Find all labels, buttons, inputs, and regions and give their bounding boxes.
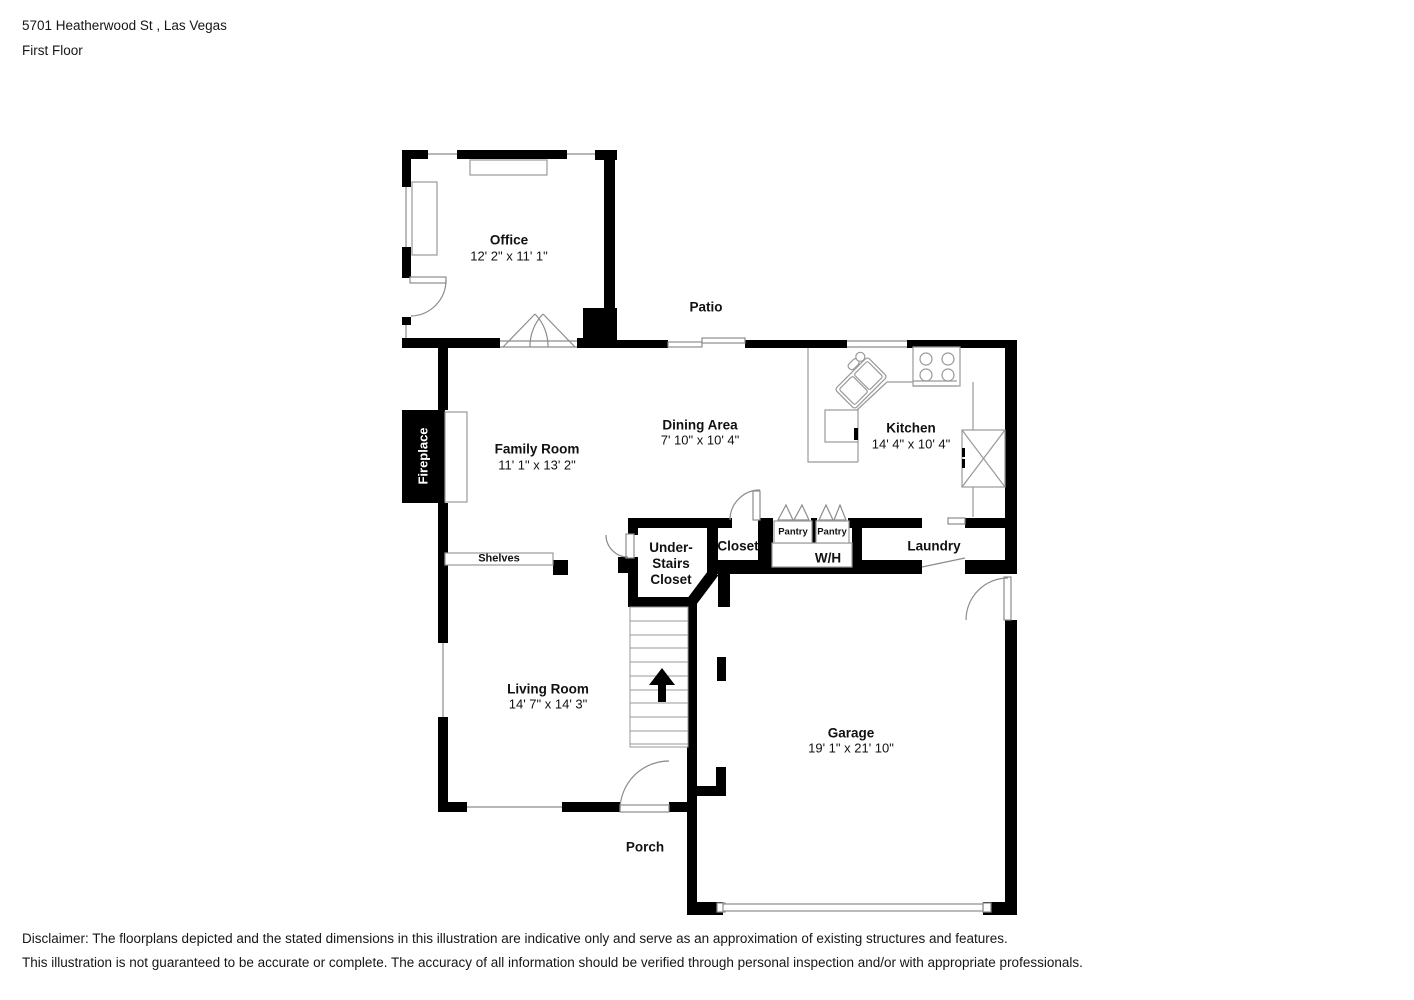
pantry-right-label: Pantry — [817, 526, 847, 538]
chimney-block — [583, 308, 617, 348]
front-door — [620, 761, 669, 812]
office-window-top-right — [567, 150, 595, 159]
laundry-entry-door — [948, 518, 965, 524]
room-dims-living-room: 14' 7" x 14' 3" — [508, 696, 588, 712]
office-window-left-small — [402, 325, 411, 338]
fireplace-hearth — [445, 412, 467, 502]
office-window-left — [402, 187, 411, 247]
room-label-dining-area: Dining Area — [662, 417, 738, 433]
staircase — [630, 607, 688, 747]
room-label-kitchen: Kitchen — [886, 420, 936, 436]
office-desk — [470, 160, 547, 175]
room-dims-family-room: 11' 1" x 13' 2" — [498, 457, 576, 473]
kitchen-window-top — [847, 340, 907, 348]
room-label-porch: Porch — [625, 839, 665, 855]
office-cabinet — [412, 182, 437, 255]
room-dims-office: 12' 2" x 11' 1" — [470, 248, 548, 264]
page-title-floor: First Floor — [22, 43, 83, 58]
under-stairs-closet-door — [606, 534, 634, 558]
room-dims-kitchen: 14' 4" x 10' 4" — [871, 436, 951, 452]
water-heater-label: W/H — [814, 550, 842, 566]
closet-label: Closet — [717, 538, 759, 554]
room-dims-garage: 19' 1" x 21' 10" — [808, 740, 894, 756]
fireplace-label: Fireplace — [415, 427, 431, 485]
refrigerator-icon — [962, 430, 1005, 487]
shelves-end-post — [553, 560, 568, 575]
living-room-window-left — [438, 643, 448, 717]
under-stairs-closet-line3: Closet — [650, 572, 692, 587]
pantry-right-bifold-doors — [819, 505, 846, 520]
page-title-address: 5701 Heatherwood St , Las Vegas — [22, 18, 227, 33]
kitchen-island — [825, 410, 858, 442]
room-label-office: Office — [489, 232, 529, 248]
under-stairs-closet-line2: Stairs — [652, 556, 690, 571]
kitchen-island-handle — [854, 428, 858, 440]
room-label-family-room: Family Room — [494, 441, 580, 457]
under-stairs-closet-line1: Under- — [649, 540, 693, 555]
office-window-top-left — [428, 150, 457, 159]
shelves-label: Shelves — [478, 552, 520, 565]
stove-icon — [913, 347, 960, 386]
closet-door — [730, 490, 760, 520]
laundry-label: Laundry — [907, 538, 961, 554]
pantry-left-label: Pantry — [778, 526, 808, 538]
room-dims-dining-area: 7' 10" x 10' 4" — [660, 432, 740, 448]
office-side-door — [402, 277, 446, 317]
sink-icon — [828, 350, 887, 409]
disclaimer-line1: Disclaimer: The floorplans depicted and the stated dimensions in this illustration are indicative only and serve as an approximation of existing structures and features. — [22, 931, 1008, 946]
laundry-garage-door — [922, 558, 965, 574]
garage-side-door — [966, 577, 1017, 620]
office-french-doors — [500, 314, 577, 348]
room-label-living-room: Living Room — [507, 681, 589, 697]
room-label-patio: Patio — [689, 299, 723, 315]
garage-door — [717, 903, 991, 912]
disclaimer-line2: This illustration is not guaranteed to be accurate or complete. The accuracy of all information should be verified through personal inspection and/or with appropriate professionals. — [22, 955, 1083, 970]
walls — [402, 150, 1017, 915]
fixtures — [412, 160, 1005, 567]
patio-sliding-door — [668, 338, 745, 347]
room-label-garage: Garage — [827, 725, 875, 741]
living-room-window-bottom — [467, 802, 562, 812]
pantry-left-bifold-doors — [778, 505, 809, 520]
under-stairs-closet-label — [649, 540, 693, 588]
